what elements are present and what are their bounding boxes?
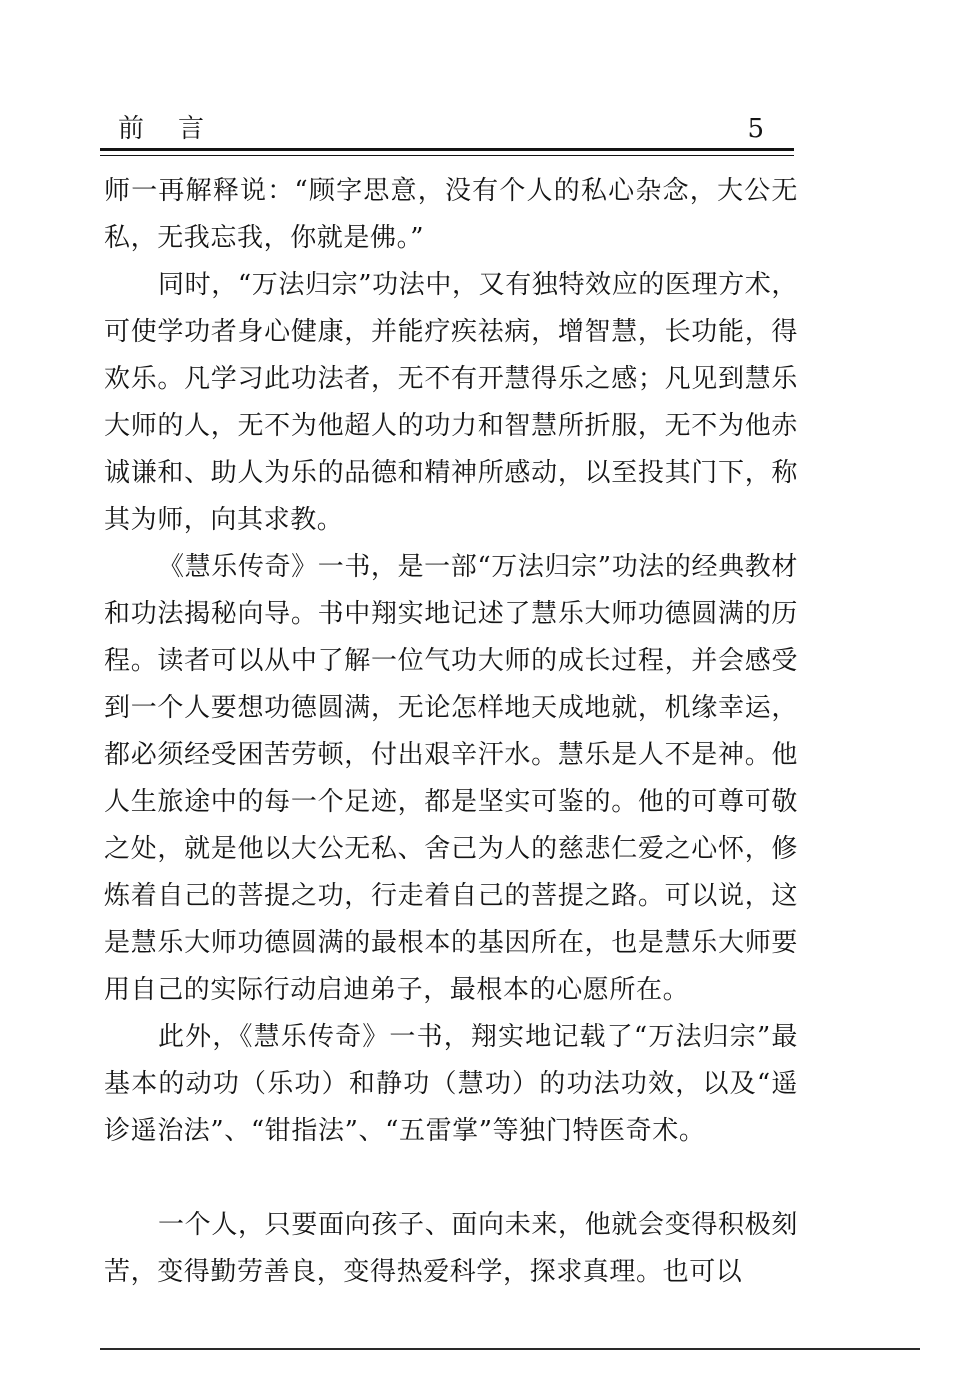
header-rule-thin xyxy=(100,155,794,156)
header-rule-thick xyxy=(100,148,794,151)
body-text xyxy=(104,168,798,1296)
page-number: 5 xyxy=(747,114,764,144)
paragraph: 同时，“万法归宗”功法中，又有独特效应的医理方术，可使学功者身心健康，并能疗疾祛病，增智慧，长功能，得欢乐。凡学习此功法者，无不有开慧得乐之感；凡见到慧乐大师的人，无不为他超人的功力和智慧所折服，无不为他赤诚谦和、助人为乐的品德和精神所感动，以至投其门下，称其为师，向其求教。 xyxy=(104,270,798,535)
paragraph: 《慧乐传奇》一书，是一部“万法归宗”功法的经典教材和功法揭秘向导。书中翔实地记述了慧乐大师功德圆满的历程。读者可以从中了解一位气功大师的成长过程，并会感受到一个人要想功德圆满，无论怎样地天成地就，机缘幸运，都必须经受困苦劳顿，付出艰辛汗水。慧乐是人不是神。他人生旅途中的每一个足迹，都是坚实可鉴的。他的可尊可敬之处，就是他以大公无私、舍己为人的慈悲仁爱之心怀，修炼着自己的菩提之功，行走着自己的菩提之路。可以说，这是慧乐大师功德圆满的最根本的基因所在，也是慧乐大师要用自己的实际行动启迪弟子，最根本的心愿所在。 xyxy=(104,552,798,1005)
running-header xyxy=(100,112,794,146)
paragraph: 此外，《慧乐传奇》一书，翔实地记载了“万法归宗”最基本的动功（乐功）和静功（慧功）的功法功效，以及“遥诊遥治法”、“钳指法”、“五雷掌”等独门特医奇术。 xyxy=(104,1022,798,1146)
footer-rule xyxy=(100,1348,920,1350)
paragraph-continuation: 师一再解释说：“顾字思意，没有个人的私心杂念，大公无私，无我忘我，你就是佛。” xyxy=(104,176,798,253)
header-title: 前言 xyxy=(118,114,239,144)
paragraph: 一个人，只要面向孩子、面向未来，他就会变得积极刻苦，变得勤劳善良，变得热爱科学，探求真理。也可以 xyxy=(104,1210,798,1287)
